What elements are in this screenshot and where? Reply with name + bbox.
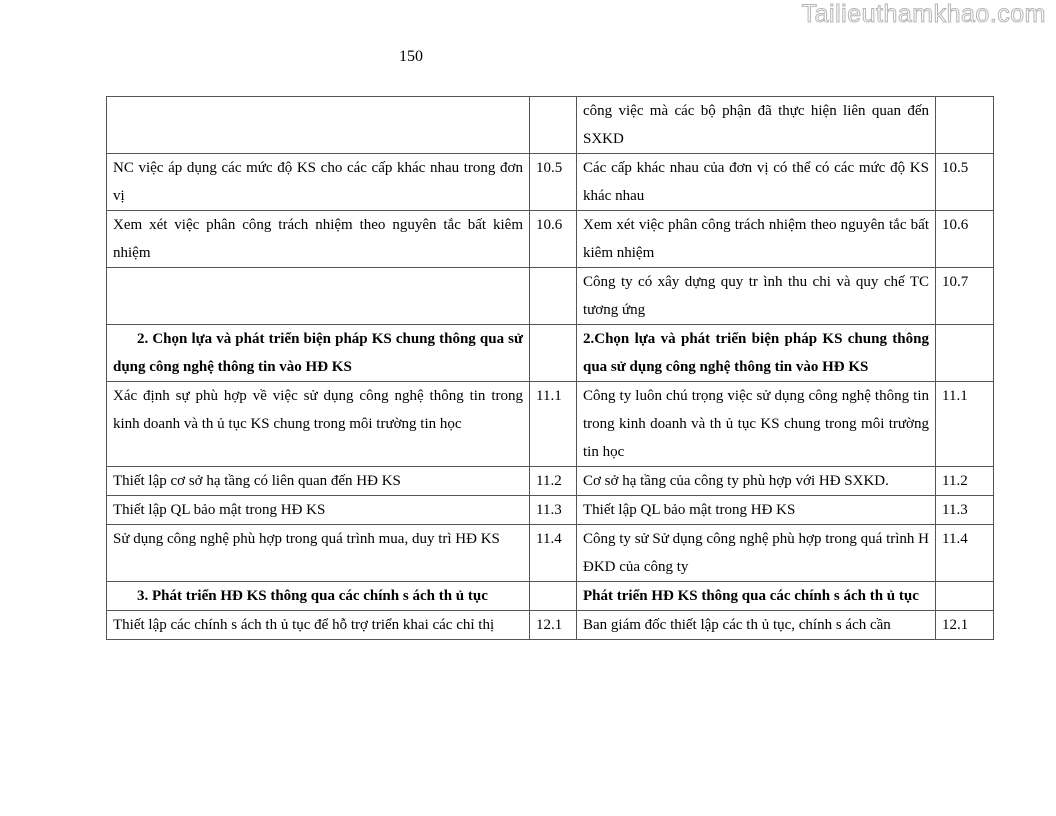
left-cell: Thiết lập cơ sở hạ tầng có liên quan đến HĐ KS (107, 467, 530, 496)
left-cell (107, 97, 530, 154)
table-row (107, 525, 994, 582)
table-row (107, 382, 994, 467)
left-code-cell: 11.3 (530, 496, 577, 525)
page-number: 150 (399, 48, 423, 65)
right-code-cell: 10.5 (936, 154, 994, 211)
right-code-cell: 10.7 (936, 268, 994, 325)
table-row (107, 211, 994, 268)
left-cell (107, 268, 530, 325)
left-code-cell: 12.1 (530, 611, 577, 640)
table-row (107, 467, 994, 496)
left-cell: Thiết lập QL bảo mật trong HĐ KS (107, 496, 530, 525)
right-code-cell: 11.1 (936, 382, 994, 467)
left-cell: Thiết lập các chính s ách th ủ tục để hỗ trợ triển khai các chỉ thị (107, 611, 530, 640)
section-heading-right: Phát triển HĐ KS thông qua các chính s ách th ủ tục (577, 582, 936, 611)
right-code-cell: 12.1 (936, 611, 994, 640)
section-heading-row (107, 325, 994, 382)
left-code-cell: 11.2 (530, 467, 577, 496)
right-cell: Ban giám đốc thiết lập các th ủ tục, chính s ách cần (577, 611, 936, 640)
watermark-text: Tailieuthamkhao.com (801, 0, 1046, 28)
right-cell: Công ty luôn chú trọng việc sử dụng công nghệ thông tin trong kinh doanh và th ủ tục KS chung trong môi trường tin học (577, 382, 936, 467)
left-code-cell: 10.5 (530, 154, 577, 211)
section-heading-left: 2. Chọn lựa và phát triển biện pháp KS chung thông qua sử dụng công nghệ thông tin vào HĐ KS (107, 325, 530, 382)
left-cell: Sử dụng công nghệ phù hợp trong quá trình mua, duy trì HĐ KS (107, 525, 530, 582)
section-heading-row (107, 582, 994, 611)
section-heading-right: 2.Chọn lựa và phát triển biện pháp KS chung thông qua sử dụng công nghệ thông tin vào HĐ KS (577, 325, 936, 382)
left-code-cell (530, 582, 577, 611)
table-row (107, 496, 994, 525)
right-cell: Xem xét việc phân công trách nhiệm theo nguyên tắc bất kiêm nhiệm (577, 211, 936, 268)
table-row (107, 268, 994, 325)
right-code-cell (936, 325, 994, 382)
section-heading-left: 3. Phát triển HĐ KS thông qua các chính s ách th ủ tục (107, 582, 530, 611)
right-code-cell: 11.3 (936, 496, 994, 525)
left-code-cell (530, 325, 577, 382)
right-cell: công việc mà các bộ phận đã thực hiện liên quan đến SXKD (577, 97, 936, 154)
comparison-table (106, 96, 994, 640)
left-code-cell (530, 97, 577, 154)
right-code-cell (936, 582, 994, 611)
right-code-cell: 11.2 (936, 467, 994, 496)
left-cell: NC việc áp dụng các mức độ KS cho các cấp khác nhau trong đơn vị (107, 154, 530, 211)
left-code-cell (530, 268, 577, 325)
right-cell: Công ty có xây dựng quy tr ình thu chi và quy chế TC tương ứng (577, 268, 936, 325)
right-code-cell (936, 97, 994, 154)
left-code-cell: 10.6 (530, 211, 577, 268)
right-code-cell: 10.6 (936, 211, 994, 268)
left-code-cell: 11.4 (530, 525, 577, 582)
left-code-cell: 11.1 (530, 382, 577, 467)
table-row (107, 97, 994, 154)
table-row (107, 611, 994, 640)
right-code-cell: 11.4 (936, 525, 994, 582)
right-cell: Công ty sử Sử dụng công nghệ phù hợp trong quá trình H ĐKD của công ty (577, 525, 936, 582)
left-cell: Xem xét việc phân công trách nhiệm theo nguyên tắc bất kiêm nhiệm (107, 211, 530, 268)
right-cell: Thiết lập QL bảo mật trong HĐ KS (577, 496, 936, 525)
right-cell: Cơ sở hạ tầng của công ty phù hợp với HĐ SXKD. (577, 467, 936, 496)
right-cell: Các cấp khác nhau của đơn vị có thể có các mức độ KS khác nhau (577, 154, 936, 211)
left-cell: Xác định sự phù hợp về việc sử dụng công nghệ thông tin trong kinh doanh và th ủ tục KS chung trong môi trường tin học (107, 382, 530, 467)
table-row (107, 154, 994, 211)
